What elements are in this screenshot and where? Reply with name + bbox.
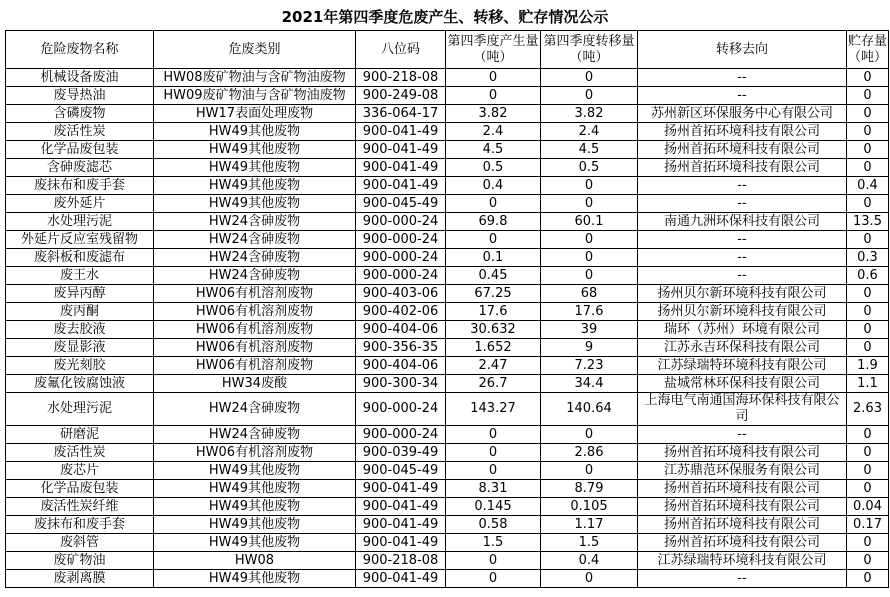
destination-cell: --	[638, 570, 847, 588]
waste-code-cell: 900-041-49	[356, 123, 446, 141]
waste-name-cell: 外延片反应室残留物	[6, 231, 154, 249]
transferred-qty-cell: 7.23	[541, 357, 638, 375]
table-row	[6, 69, 889, 87]
waste-category-cell: HW49其他废物	[154, 195, 356, 213]
table-row	[6, 552, 889, 570]
transferred-qty-cell: 0	[541, 231, 638, 249]
table-row	[6, 480, 889, 498]
stored-qty-cell: 1.1	[847, 375, 889, 393]
stored-qty-cell: 0	[847, 195, 889, 213]
transferred-qty-cell: 0	[541, 87, 638, 105]
table-row	[6, 498, 889, 516]
produced-qty-cell: 3.82	[446, 105, 541, 123]
waste-category-cell: HW24含砷废物	[154, 426, 356, 444]
destination-cell: 南通九洲环保科技有限公司	[638, 213, 847, 231]
transferred-qty-cell: 0	[541, 249, 638, 267]
produced-qty-cell: 0	[446, 195, 541, 213]
waste-category-cell: HW49其他废物	[154, 462, 356, 480]
waste-name-cell: 废去胶液	[6, 321, 154, 339]
destination-cell: 扬州首拓环境科技有限公司	[638, 516, 847, 534]
transferred-qty-cell: 140.64	[541, 393, 638, 426]
table-row	[6, 570, 889, 588]
produced-qty-cell: 26.7	[446, 375, 541, 393]
waste-code-cell: 900-000-24	[356, 249, 446, 267]
waste-name-cell: 废抹布和废手套	[6, 516, 154, 534]
destination-cell: 扬州贝尔新环境科技有限公司	[638, 303, 847, 321]
waste-category-cell: HW24含砷废物	[154, 213, 356, 231]
transferred-qty-cell: 0	[541, 195, 638, 213]
stored-qty-cell: 0	[847, 69, 889, 87]
waste-category-cell: HW06有机溶剂废物	[154, 339, 356, 357]
waste-category-cell: HW24含砷废物	[154, 249, 356, 267]
stored-qty-cell: 0	[847, 480, 889, 498]
table-row	[6, 444, 889, 462]
table-row	[6, 321, 889, 339]
table-row	[6, 516, 889, 534]
waste-name-cell: 含砷废滤芯	[6, 159, 154, 177]
destination-cell: 江苏绿瑞特环境科技有限公司	[638, 552, 847, 570]
table-row	[6, 213, 889, 231]
transferred-qty-cell: 0	[541, 462, 638, 480]
transferred-qty-cell: 4.5	[541, 141, 638, 159]
header-eight-digit-code: 八位码	[356, 31, 446, 69]
produced-qty-cell: 143.27	[446, 393, 541, 426]
destination-cell: --	[638, 87, 847, 105]
waste-code-cell: 900-000-24	[356, 393, 446, 426]
destination-cell: --	[638, 195, 847, 213]
waste-category-cell: HW49其他废物	[154, 141, 356, 159]
waste-category-cell: HW08	[154, 552, 356, 570]
table-row	[6, 87, 889, 105]
produced-qty-cell: 0.58	[446, 516, 541, 534]
waste-category-cell: HW34废酸	[154, 375, 356, 393]
destination-cell: 苏州新区环保服务中心有限公司	[638, 105, 847, 123]
header-waste-name: 危险废物名称	[6, 31, 154, 69]
table-row	[6, 105, 889, 123]
waste-name-cell: 水处理污泥	[6, 213, 154, 231]
destination-cell: 扬州首拓环境科技有限公司	[638, 498, 847, 516]
transferred-qty-cell: 2.4	[541, 123, 638, 141]
waste-name-cell: 废异丙醇	[6, 285, 154, 303]
waste-name-cell: 废矿物油	[6, 552, 154, 570]
destination-cell: 江苏绿瑞特环境科技有限公司	[638, 357, 847, 375]
destination-cell: --	[638, 69, 847, 87]
waste-code-cell: 900-041-49	[356, 534, 446, 552]
waste-category-cell: HW49其他废物	[154, 534, 356, 552]
stored-qty-cell: 0	[847, 285, 889, 303]
waste-code-cell: 900-041-49	[356, 141, 446, 159]
table-row	[6, 534, 889, 552]
produced-qty-cell: 4.5	[446, 141, 541, 159]
transferred-qty-cell: 0	[541, 267, 638, 285]
waste-code-cell: 900-000-24	[356, 231, 446, 249]
transferred-qty-cell: 9	[541, 339, 638, 357]
stored-qty-cell: 0	[847, 159, 889, 177]
stored-qty-cell: 0.4	[847, 177, 889, 195]
stored-qty-cell: 0	[847, 570, 889, 588]
waste-disclosure-table	[5, 30, 889, 588]
waste-code-cell: 900-000-24	[356, 426, 446, 444]
waste-category-cell: HW24含砷废物	[154, 267, 356, 285]
transferred-qty-cell: 0	[541, 426, 638, 444]
destination-cell: 扬州首拓环境科技有限公司	[638, 480, 847, 498]
waste-code-cell: 900-300-34	[356, 375, 446, 393]
destination-cell: --	[638, 177, 847, 195]
table-row	[6, 303, 889, 321]
transferred-qty-cell: 0	[541, 69, 638, 87]
stored-qty-cell: 0	[847, 141, 889, 159]
stored-qty-cell: 2.63	[847, 393, 889, 426]
table-row	[6, 462, 889, 480]
table-row	[6, 339, 889, 357]
transferred-qty-cell: 34.4	[541, 375, 638, 393]
table-row	[6, 375, 889, 393]
waste-name-cell: 废剥离膜	[6, 570, 154, 588]
produced-qty-cell: 8.31	[446, 480, 541, 498]
table-row	[6, 357, 889, 375]
stored-qty-cell: 0	[847, 339, 889, 357]
produced-qty-cell: 0	[446, 69, 541, 87]
stored-qty-cell: 0.17	[847, 516, 889, 534]
waste-code-cell: 900-404-06	[356, 321, 446, 339]
transferred-qty-cell: 17.6	[541, 303, 638, 321]
waste-name-cell: 含磷废物	[6, 105, 154, 123]
header-stored-qty: 贮存量（吨）	[847, 31, 889, 69]
destination-cell: 扬州首拓环境科技有限公司	[638, 159, 847, 177]
transferred-qty-cell: 68	[541, 285, 638, 303]
produced-qty-cell: 0	[446, 87, 541, 105]
table-row	[6, 195, 889, 213]
destination-cell: --	[638, 426, 847, 444]
stored-qty-cell: 0	[847, 444, 889, 462]
destination-cell: 江苏永吉环保科技有限公司	[638, 339, 847, 357]
waste-name-cell: 废王水	[6, 267, 154, 285]
waste-category-cell: HW24含砷废物	[154, 393, 356, 426]
waste-name-cell: 化学品废包装	[6, 480, 154, 498]
waste-name-cell: 水处理污泥	[6, 393, 154, 426]
stored-qty-cell: 0	[847, 321, 889, 339]
table-row	[6, 177, 889, 195]
waste-code-cell: 900-041-49	[356, 498, 446, 516]
transferred-qty-cell: 0.105	[541, 498, 638, 516]
produced-qty-cell: 0	[446, 444, 541, 462]
produced-qty-cell: 30.632	[446, 321, 541, 339]
destination-cell: 江苏鼎范环保服务有限公司	[638, 462, 847, 480]
waste-code-cell: 900-218-08	[356, 552, 446, 570]
transferred-qty-cell: 60.1	[541, 213, 638, 231]
waste-code-cell: 900-041-49	[356, 480, 446, 498]
destination-cell: 扬州首拓环境科技有限公司	[638, 141, 847, 159]
stored-qty-cell: 0	[847, 105, 889, 123]
produced-qty-cell: 69.8	[446, 213, 541, 231]
waste-code-cell: 900-045-49	[356, 462, 446, 480]
waste-code-cell: 900-039-49	[356, 444, 446, 462]
waste-name-cell: 废抹布和废手套	[6, 177, 154, 195]
destination-cell: 扬州首拓环境科技有限公司	[638, 444, 847, 462]
waste-code-cell: 900-402-06	[356, 303, 446, 321]
table-row	[6, 285, 889, 303]
stored-qty-cell: 0.3	[847, 249, 889, 267]
produced-qty-cell: 0.45	[446, 267, 541, 285]
table-row	[6, 159, 889, 177]
waste-name-cell: 研磨泥	[6, 426, 154, 444]
waste-category-cell: HW17表面处理废物	[154, 105, 356, 123]
table-row	[6, 231, 889, 249]
waste-name-cell: 废活性炭	[6, 123, 154, 141]
waste-category-cell: HW06有机溶剂废物	[154, 303, 356, 321]
waste-code-cell: 900-000-24	[356, 213, 446, 231]
destination-cell: 扬州贝尔新环境科技有限公司	[638, 285, 847, 303]
table-header-row	[6, 31, 889, 69]
waste-name-cell: 废丙酮	[6, 303, 154, 321]
waste-name-cell: 废氟化铵腐蚀液	[6, 375, 154, 393]
table-row	[6, 267, 889, 285]
produced-qty-cell: 0.145	[446, 498, 541, 516]
waste-code-cell: 900-356-35	[356, 339, 446, 357]
stored-qty-cell: 1.9	[847, 357, 889, 375]
waste-name-cell: 废活性炭	[6, 444, 154, 462]
destination-cell: 扬州首拓环境科技有限公司	[638, 534, 847, 552]
stored-qty-cell: 0.6	[847, 267, 889, 285]
stored-qty-cell: 0	[847, 123, 889, 141]
destination-cell: --	[638, 267, 847, 285]
waste-code-cell: 900-045-49	[356, 195, 446, 213]
waste-code-cell: 900-000-24	[356, 267, 446, 285]
stored-qty-cell: 0	[847, 231, 889, 249]
waste-category-cell: HW49其他废物	[154, 570, 356, 588]
stored-qty-cell: 0	[847, 426, 889, 444]
header-transferred-qty: 第四季度转移量（吨）	[541, 31, 638, 69]
header-produced-qty: 第四季度产生量（吨）	[446, 31, 541, 69]
waste-category-cell: HW49其他废物	[154, 498, 356, 516]
waste-code-cell: 900-041-49	[356, 516, 446, 534]
transferred-qty-cell: 0	[541, 570, 638, 588]
transferred-qty-cell: 0.5	[541, 159, 638, 177]
waste-code-cell: 900-041-49	[356, 159, 446, 177]
transferred-qty-cell: 1.17	[541, 516, 638, 534]
waste-name-cell: 废活性炭纤维	[6, 498, 154, 516]
table-row	[6, 141, 889, 159]
header-transfer-destination: 转移去向	[638, 31, 847, 69]
stored-qty-cell: 0	[847, 552, 889, 570]
waste-code-cell: 900-218-08	[356, 69, 446, 87]
produced-qty-cell: 17.6	[446, 303, 541, 321]
stored-qty-cell: 0	[847, 534, 889, 552]
page-title: 2021年第四季度危废产生、转移、贮存情况公示	[281, 8, 609, 26]
waste-category-cell: HW49其他废物	[154, 480, 356, 498]
waste-code-cell: 336-064-17	[356, 105, 446, 123]
stored-qty-cell: 0	[847, 303, 889, 321]
waste-category-cell: HW49其他废物	[154, 159, 356, 177]
waste-code-cell: 900-403-06	[356, 285, 446, 303]
waste-name-cell: 废斜板和废滤布	[6, 249, 154, 267]
waste-code-cell: 900-041-49	[356, 177, 446, 195]
transferred-qty-cell: 1.5	[541, 534, 638, 552]
destination-cell: 上海电气南通国海环保科技有限公司	[638, 393, 847, 426]
produced-qty-cell: 0.1	[446, 249, 541, 267]
produced-qty-cell: 0	[446, 231, 541, 249]
waste-category-cell: HW08废矿物油与含矿物油废物	[154, 69, 356, 87]
waste-name-cell: 废显影液	[6, 339, 154, 357]
transferred-qty-cell: 2.86	[541, 444, 638, 462]
produced-qty-cell: 2.4	[446, 123, 541, 141]
header-waste-category: 危废类别	[154, 31, 356, 69]
waste-category-cell: HW09废矿物油与含矿物油废物	[154, 87, 356, 105]
produced-qty-cell: 0	[446, 426, 541, 444]
transferred-qty-cell: 39	[541, 321, 638, 339]
waste-category-cell: HW06有机溶剂废物	[154, 285, 356, 303]
transferred-qty-cell: 0	[541, 177, 638, 195]
destination-cell: 盐城常林环保科技有限公司	[638, 375, 847, 393]
waste-code-cell: 900-249-08	[356, 87, 446, 105]
waste-name-cell: 废外延片	[6, 195, 154, 213]
waste-name-cell: 化学品废包装	[6, 141, 154, 159]
stored-qty-cell: 0.04	[847, 498, 889, 516]
produced-qty-cell: 0.4	[446, 177, 541, 195]
stored-qty-cell: 0	[847, 462, 889, 480]
stored-qty-cell: 13.5	[847, 213, 889, 231]
destination-cell: 瑞环（苏州）环境有限公司	[638, 321, 847, 339]
destination-cell: --	[638, 249, 847, 267]
stored-qty-cell: 0	[847, 87, 889, 105]
waste-category-cell: HW49其他废物	[154, 177, 356, 195]
waste-code-cell: 900-404-06	[356, 357, 446, 375]
transferred-qty-cell: 3.82	[541, 105, 638, 123]
waste-category-cell: HW06有机溶剂废物	[154, 321, 356, 339]
waste-category-cell: HW49其他废物	[154, 516, 356, 534]
transferred-qty-cell: 8.79	[541, 480, 638, 498]
produced-qty-cell: 2.47	[446, 357, 541, 375]
produced-qty-cell: 0	[446, 552, 541, 570]
waste-name-cell: 废光刻胶	[6, 357, 154, 375]
waste-category-cell: HW06有机溶剂废物	[154, 444, 356, 462]
waste-name-cell: 机械设备废油	[6, 69, 154, 87]
waste-name-cell: 废斜管	[6, 534, 154, 552]
transferred-qty-cell: 0.4	[541, 552, 638, 570]
produced-qty-cell: 0.5	[446, 159, 541, 177]
waste-table-body	[6, 69, 889, 588]
waste-name-cell: 废导热油	[6, 87, 154, 105]
table-row	[6, 426, 889, 444]
produced-qty-cell: 0	[446, 570, 541, 588]
destination-cell: --	[638, 231, 847, 249]
table-row	[6, 249, 889, 267]
produced-qty-cell: 67.25	[446, 285, 541, 303]
destination-cell: 扬州首拓环境科技有限公司	[638, 123, 847, 141]
produced-qty-cell: 0	[446, 462, 541, 480]
produced-qty-cell: 1.652	[446, 339, 541, 357]
waste-category-cell: HW49其他废物	[154, 123, 356, 141]
waste-category-cell: HW24含砷废物	[154, 231, 356, 249]
waste-code-cell: 900-041-49	[356, 570, 446, 588]
waste-category-cell: HW06有机溶剂废物	[154, 357, 356, 375]
table-row	[6, 393, 889, 426]
table-row	[6, 123, 889, 141]
waste-name-cell: 废芯片	[6, 462, 154, 480]
produced-qty-cell: 1.5	[446, 534, 541, 552]
